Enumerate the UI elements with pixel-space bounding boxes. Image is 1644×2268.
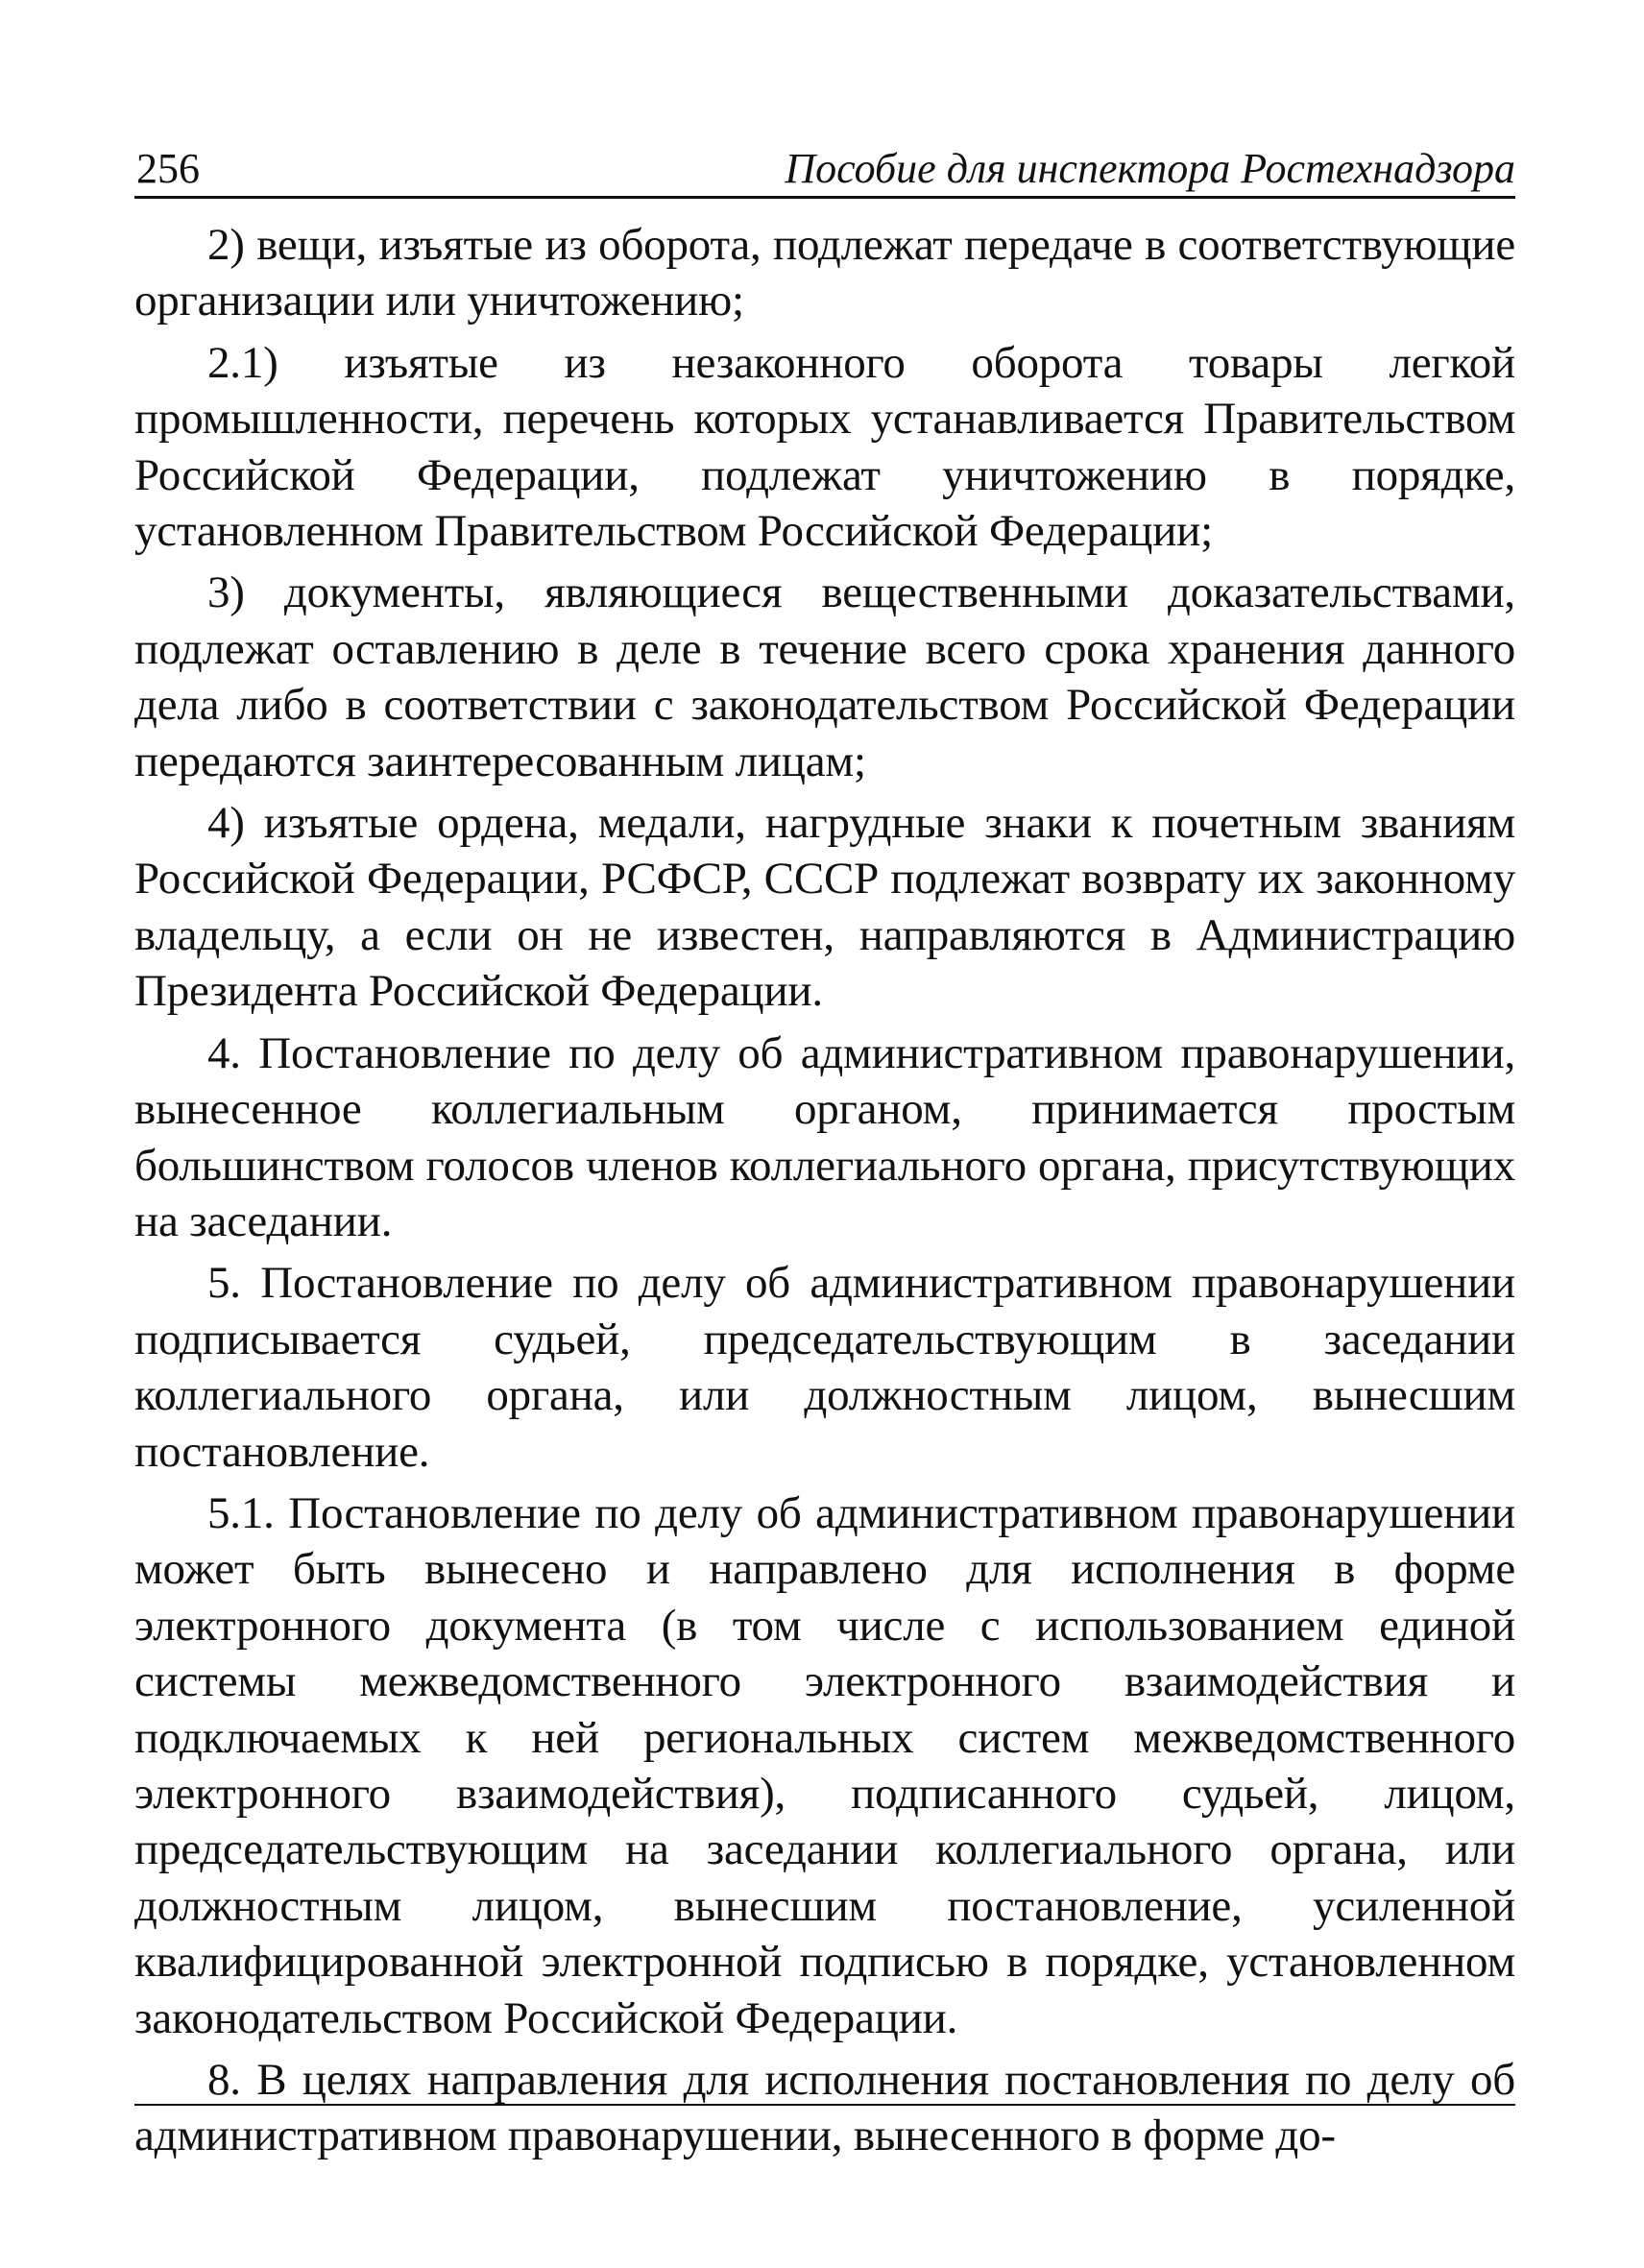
paragraph-part-5: 5. Постановление по делу об административном правонарушении подписывается судьей, председательствующим в заседании коллегиального органа, или должностным лицом, вынесшим постановление. <box>134 1258 1515 1477</box>
running-header <box>134 140 1515 198</box>
body-text <box>134 217 1515 2170</box>
paragraph-item-4: 4) изъятые ордена, медали, нагрудные знаки к почетным званиям Российской Федерации, РСФСР, СССР подлежат возврату их законному владельцу, а если он не известен, направляются в Администрацию Президента Российской Федерации. <box>134 798 1515 1017</box>
header-rule <box>134 196 1515 199</box>
paragraph-item-2-1: 2.1) изъятые из незаконного оборота товары легкой промышленности, перечень которых устанавливается Правительством Российской Федерации, подлежат уничтожению в порядке, установленном Правительством Российской Федерации; <box>134 337 1515 557</box>
running-title: Пособие для инспектора Ростехнадзора <box>785 145 1515 192</box>
paragraph-item-3: 3) документы, являющиеся вещественными доказательствами, подлежат оставлению в деле в течение всего срока хранения данного дела либо в соответствии с законодательством Российской Федерации передаются заинтересованным лицам; <box>134 567 1515 786</box>
paragraph-part-4: 4. Постановление по делу об административном правонарушении, вынесенное коллегиальным органом, принимается простым большинством голосов членов коллегиального органа, присутствующих на заседании. <box>134 1027 1515 1246</box>
paragraph-part-5-1: 5.1. Постановление по делу об административном правонарушении может быть вынесено и направлено для исполнения в форме электронного документа (в том числе с использованием единой системы межведомственного электронного взаимодействия и подключаемых к ней региональных систем межведомственного электронного взаимодействия), подписанного судьей, лицом, председательствующим на заседании коллегиального органа, или должностным лицом, вынесшим постановление, усиленной квалифицированной электронной подписью в порядке, установленном законодательством Российской Федерации. <box>134 1487 1515 2043</box>
paragraph-part-8: 8. В целях направления для исполнения постановления по делу об административном правонарушении, вынесенного в форме до- <box>134 2055 1515 2161</box>
page-number: 256 <box>136 145 200 192</box>
paragraph-item-2: 2) вещи, изъятые из оборота, подлежат передаче в соответствующие организации или уничтожению; <box>134 220 1515 326</box>
footer-rule <box>134 2104 1515 2106</box>
